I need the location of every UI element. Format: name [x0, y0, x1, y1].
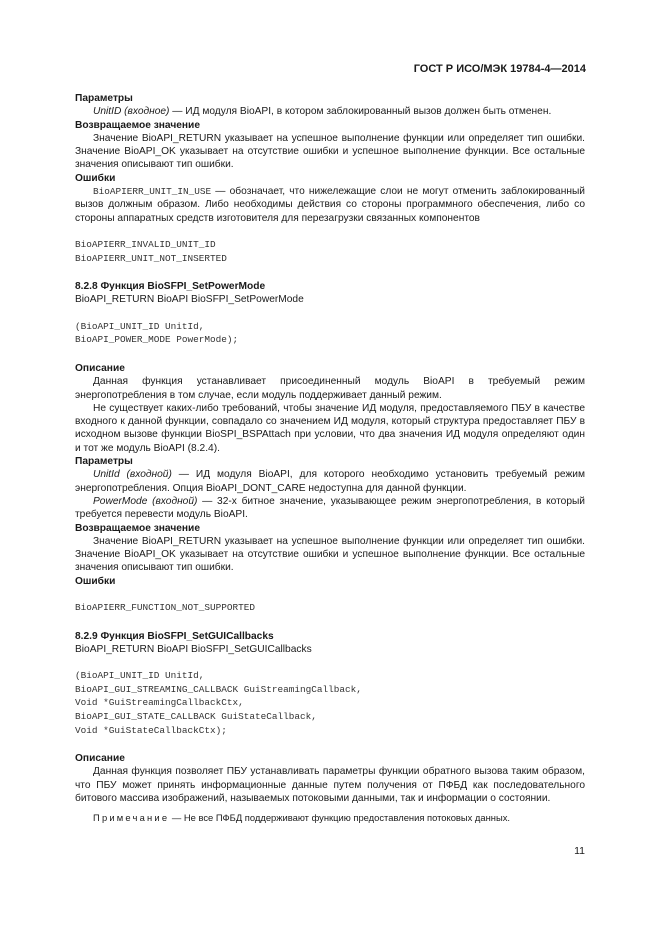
section-829-desc-p1: Данная функция позволяет ПБУ устанавливать параметры функции обратного вызова таким образом, что ПБУ может принять информационные данные путем получения от ПФБД как последовательного битового массива изображений, называемых потоковыми данными, так и информации о состоянии. [75, 766, 585, 805]
section-828-desc-heading: Описание [75, 362, 125, 374]
return-text: Значение BioAPI_RETURN указывает на успешное выполнение функции или определяет тип ошибки. Значение BioAPI_OK указывает на отсутствие ошибки и успешное выполнение функции. Все остальные значения описывают тип ошибки. [75, 132, 585, 171]
section-828-heading: 8.2.8 Функция BioSFPI_SetPowerMode [75, 281, 266, 293]
return-heading: Возвращаемое значение [75, 119, 200, 131]
section-829-signature: BioAPI_RETURN BioAPI BioSFPI_SetGUICallbacks [75, 643, 312, 655]
params-heading: Параметры [75, 93, 133, 104]
section-829-code: (BioAPI_UNIT_ID UnitId, BioAPI_GUI_STREAMING_CALLBACK GuiStreamingCallback, Void *GuiStreamingCallbackCtx, BioAPI_GUI_STATE_CALLBACK GuiStateCallback, Void *GuiStateCallbackCtx); [75, 670, 362, 736]
section-828-code: (BioAPI_UNIT_ID UnitId, BioAPI_POWER_MODE PowerMode); [75, 320, 239, 346]
section-829-heading: 8.2.9 Функция BioSFPI_SetGUICallbacks [75, 630, 274, 642]
section-828-param-power-text: — 32-х битное значение, указывающее режим энергопотребления, в который требуется перевести модуль BioAPI. [75, 495, 585, 521]
param-unitid [75, 105, 585, 118]
section-828-desc-p2: Не существует каких-либо требований, чтобы значение ИД модуля, предоставляемого ПБУ в качестве входного к данной функции, совпадало со значением ИД модуля, который структура предоставляет ПБУ в исходном вызове функции BioSPI_BSPAttach при условии, что два значения ИД модуля определяют один и тот же модуль BioAPI (8.2.4). [75, 402, 585, 454]
section-828-error-code: BioAPIERR_FUNCTION_NOT_SUPPORTED [75, 601, 256, 613]
section-828-param-unitid-name: UnitId (входной) [93, 469, 172, 481]
section-828-errors-heading: Ошибки [75, 575, 116, 587]
note [75, 811, 585, 824]
section-829-desc-heading: Описание [75, 753, 125, 765]
page-content [75, 92, 585, 825]
param-unitid-name: UnitID (входное) [93, 106, 170, 118]
section-828-desc-p1: Данная функция устанавливает присоединенный модуль BioAPI в требуемый режим энергопотребления в том случае, если модуль поддерживает данный режим. [75, 376, 585, 401]
err-in-use-code: BioAPIERR_UNIT_IN_USE [93, 186, 212, 198]
section-828-param-unitid-text: — ИД модуля BioAPI, для которого необходимо установить требуемый режим энергопотребления. Опция BioAPI_DONT_CARE недоступна для данной функции. [75, 469, 585, 494]
section-828-param-power-name: PowerMode (входной) [93, 495, 198, 507]
section-828-return-heading: Возвращаемое значение [75, 522, 200, 534]
err-in-use-text: — обозначает, что нижележащие слои не могут отменить заблокированный вызов должным образом. Либо необходимы действия со стороны программного обеспечения, либо со стороны аппаратных средств изготовителя для перезагрузки связанных компонентов [75, 186, 585, 224]
note-text: — Не все ПФБД поддерживают функцию предоставления потоковых данных. [169, 812, 510, 824]
section-828-signature: BioAPI_RETURN BioAPI BioSFPI_SetPowerMode [75, 294, 304, 306]
note-label: Примечание [93, 812, 170, 824]
document-header: ГОСТ Р ИСО/МЭК 19784-4—2014 [413, 63, 586, 75]
section-828-params-heading: Параметры [75, 456, 133, 468]
errors-heading: Ошибки [75, 172, 116, 184]
section-828-param-power [75, 495, 585, 522]
section-828-return-text: Значение BioAPI_RETURN указывает на успешное выполнение функции или определяет тип ошибки. Значение BioAPI_OK указывает на отсутствие ошибки и успешное выполнение функции. Все остальные значения описывают тип ошибки. [75, 535, 585, 574]
error-code-list: BioAPIERR_INVALID_UNIT_ID BioAPIERR_UNIT_NOT_INSERTED [75, 238, 227, 264]
section-828-param-unitid [75, 468, 585, 495]
param-unitid-text: — ИД модуля BioAPI, в котором заблокированный вызов должен быть отменен. [169, 106, 552, 118]
err-in-use [75, 185, 585, 225]
page-number: 11 [574, 845, 585, 857]
